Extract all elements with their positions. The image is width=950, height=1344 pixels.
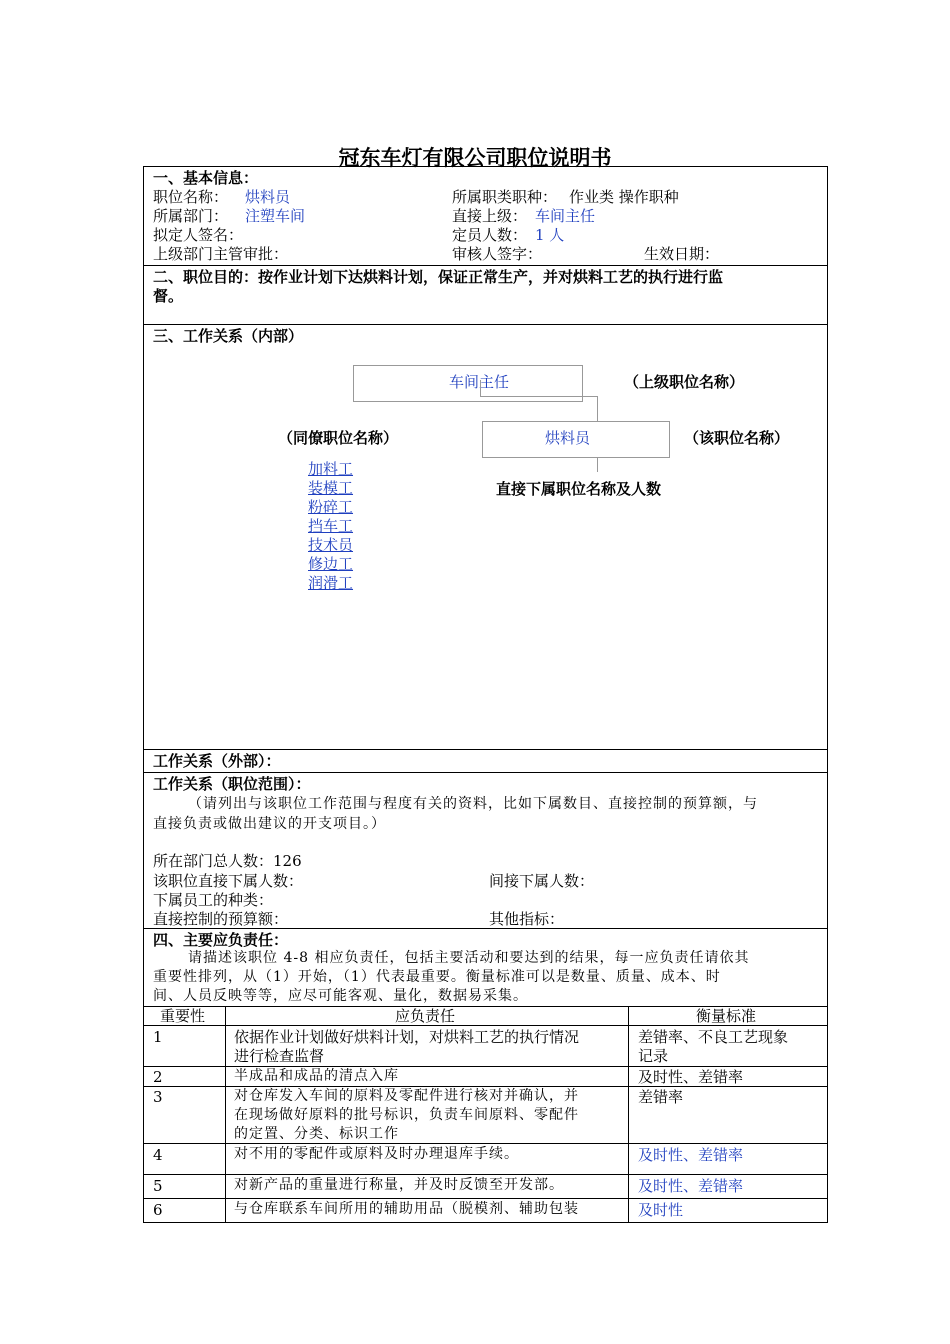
category-label: 所属职类职种： (452, 188, 558, 206)
scope-other: 其他指标： (489, 910, 565, 928)
internal-heading: 三、工作关系（内部） (153, 327, 304, 345)
duty-text: 对仓库发入车间的原料及零配件进行核对并确认，并 (234, 1088, 579, 1104)
scope-total: 所在部门总人数：126 (153, 852, 302, 870)
superior-box-label: 车间主任 (449, 373, 510, 391)
duty-standard: 差错率、不良工艺现象 (638, 1028, 789, 1046)
scope-indirect: 间接下属人数： (489, 872, 595, 890)
scope-desc-1: （请列出与该职位工作范围与程度有关的资料，比如下属数目、直接控制的预算额，与 (188, 796, 758, 812)
scope-budget: 直接控制的预算额： (153, 910, 289, 928)
org-connector-to-self (597, 396, 598, 422)
peer-item[interactable]: 润滑工 (308, 574, 354, 592)
table-column-rule (225, 1006, 226, 1223)
divider-external (143, 772, 828, 773)
duty-standard: 差错率 (638, 1088, 684, 1106)
position-label: 职位名称： (153, 188, 229, 206)
peer-item[interactable]: 加料工 (308, 460, 354, 478)
superior-value: 车间主任 (535, 207, 596, 225)
document-title: 冠东车灯有限公司职位说明书 (338, 145, 612, 170)
duty-rank: 6 (153, 1201, 163, 1219)
divider-internal (143, 749, 828, 750)
duty-standard: 记录 (638, 1047, 669, 1065)
approval-label: 上级部门主管审批： (153, 245, 289, 263)
duty-rank: 1 (153, 1028, 163, 1046)
table-rule (143, 1198, 828, 1199)
table-rule (143, 1174, 828, 1175)
effective-label: 生效日期： (644, 245, 720, 263)
subordinate-note: 直接下属职位名称及人数 (496, 480, 662, 498)
duty-text: 对新产品的重量进行称量，并及时反馈至开发部。 (234, 1177, 564, 1193)
headcount-value: 1 人 (535, 226, 565, 244)
table-column-rule (628, 1006, 629, 1223)
duties-heading: 四、主要应负责任： (153, 931, 289, 949)
duty-text: 进行检查监督 (234, 1047, 325, 1065)
peer-item[interactable]: 粉碎工 (308, 498, 354, 516)
basic-heading: 一、基本信息： (153, 169, 259, 187)
scope-heading: 工作关系（职位范围）： (153, 775, 311, 793)
scope-types: 下属员工的种类： (153, 891, 274, 909)
purpose-line-1: 二、职位目的：按作业计划下达烘料计划，保证正常生产，并对烘料工艺的执行进行监 (153, 268, 724, 286)
duty-standard: 及时性、差错率 (638, 1068, 744, 1086)
self-note: （该职位名称） (684, 429, 790, 447)
peer-item[interactable]: 装模工 (308, 479, 354, 497)
duty-text: 在现场做好原料的批号标识，负责车间原料、零配件 (234, 1107, 579, 1123)
duty-rank: 5 (153, 1177, 163, 1195)
headcount-label: 定员人数： (452, 226, 528, 244)
dept-value: 注塑车间 (245, 207, 306, 225)
duty-rank: 2 (153, 1068, 163, 1086)
duty-standard: 及时性、差错率 (638, 1177, 744, 1195)
peer-note: （同僚职位名称） (278, 429, 399, 447)
org-connector-subordinate (597, 458, 598, 472)
peer-item[interactable]: 修边工 (308, 555, 354, 573)
col-duty: 应负责任 (395, 1007, 456, 1025)
org-connector-down (480, 380, 481, 396)
divider-purpose (143, 324, 828, 325)
duty-standard: 及时性 (638, 1201, 684, 1219)
position-value: 烘料员 (245, 188, 291, 206)
duties-desc-3: 间、人员反映等等，应尽可能客观、量化，数据易采集。 (153, 988, 528, 1004)
superior-label: 直接上级： (452, 207, 528, 225)
divider-basic (143, 265, 828, 266)
external-heading: 工作关系（外部）： (153, 752, 281, 770)
duty-text: 的定置、分类、标识工作 (234, 1126, 399, 1142)
scope-desc-2: 直接负责或做出建议的开支项目。） (153, 816, 386, 832)
duties-desc-2: 重要性排列，从（1）开始，（1）代表最重要。衡量标准可以是数量、质量、成本、时 (153, 969, 721, 985)
duties-desc-1: 请描述该职位 4-8 相应负责任，包括主要活动和要达到的结果，每一应负责任请依其 (188, 950, 750, 966)
duty-rank: 3 (153, 1088, 163, 1106)
scope-direct: 该职位直接下属人数： (153, 872, 304, 890)
purpose-line-2: 督。 (153, 287, 184, 305)
peer-item[interactable]: 挡车工 (308, 517, 354, 535)
category-value: 作业类 操作职种 (569, 188, 679, 206)
duty-rank: 4 (153, 1146, 163, 1164)
drafter-label: 拟定人签名： (153, 226, 244, 244)
duty-standard: 及时性、差错率 (638, 1146, 744, 1164)
duty-text: 与仓库联系车间所用的辅助用品（脱模剂、辅助包装 (234, 1201, 579, 1217)
duty-text: 半成品和成品的清点入库 (234, 1068, 399, 1084)
dept-label: 所属部门： (153, 207, 229, 225)
col-importance: 重要性 (160, 1007, 206, 1025)
reviewer-label: 审核人签字： (452, 245, 543, 263)
duty-text: 对不用的零配件或原料及时办理退库手续。 (234, 1146, 519, 1162)
superior-note: （上级职位名称） (624, 373, 745, 391)
org-connector-horizontal (480, 396, 597, 397)
peer-item[interactable]: 技术员 (308, 536, 354, 554)
col-standard: 衡量标准 (696, 1007, 757, 1025)
self-box-label: 烘料员 (545, 429, 591, 447)
duty-text: 依据作业计划做好烘料计划，对烘料工艺的执行情况 (234, 1028, 580, 1046)
